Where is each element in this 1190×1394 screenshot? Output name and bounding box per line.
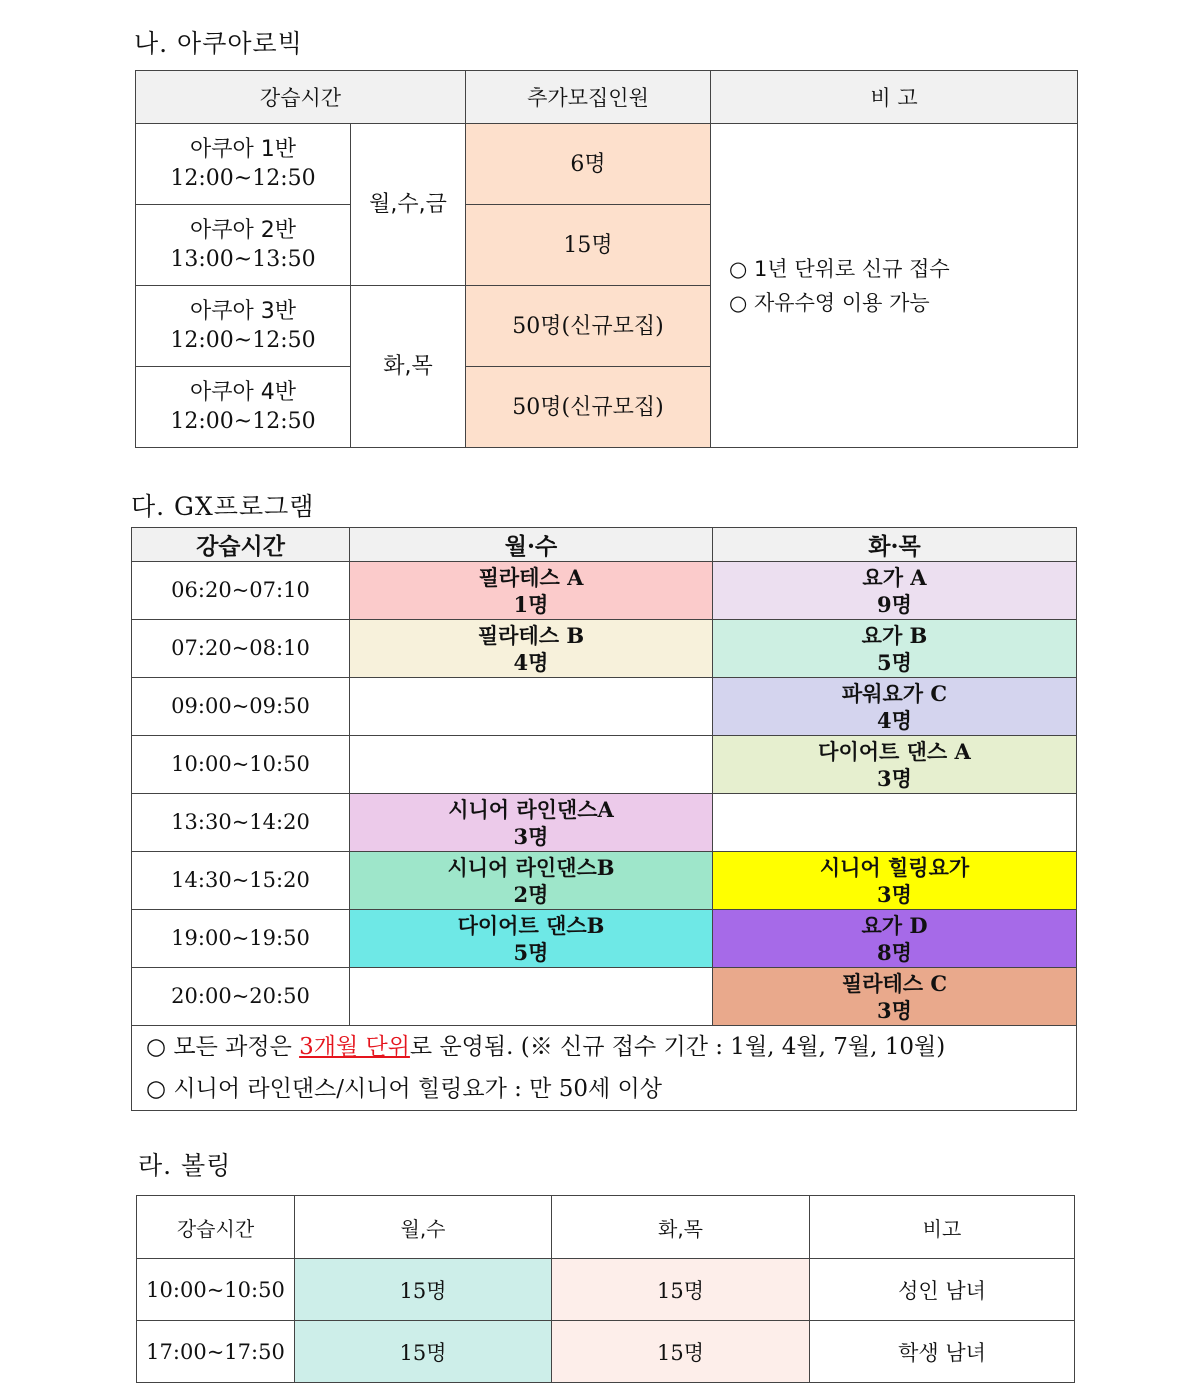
aqua-days-tt: 화,목 [351, 286, 466, 448]
gx-footnote-1-pre: ○ 모든 과정은 [146, 1034, 300, 1060]
aqua-note-item: ○ 자유수영 이용 가능 [729, 290, 930, 315]
gx-tt-cell [713, 736, 1077, 794]
table-row [132, 562, 1077, 620]
gx-mw-class: 시니어 라인댄스A [448, 796, 614, 822]
gx-mw-count: 4명 [513, 649, 549, 675]
gx-tt-count: 8명 [877, 939, 912, 965]
gx-tt-count: 5명 [877, 649, 912, 675]
gx-time: 13:30~14:20 [132, 794, 350, 852]
aqua-class-name: 아쿠아 4반 [190, 380, 296, 405]
gx-tt-cell [713, 562, 1077, 620]
aqua-class-name: 아쿠아 3반 [190, 299, 296, 324]
gx-mw-cell [350, 736, 713, 794]
gx-tt-class: 필라테스 C [841, 970, 948, 996]
gx-tt-cell [713, 968, 1077, 1026]
aqua-days-mwf: 월,수,금 [351, 124, 466, 286]
gx-time: 06:20~07:10 [132, 562, 350, 620]
aqua-class-cell [136, 124, 351, 205]
aqua-class-time: 12:00~12:50 [170, 166, 316, 191]
gx-mw-cell [350, 620, 713, 678]
gx-time: 09:00~09:50 [132, 678, 350, 736]
gx-tt-class: 시니어 힐링요가 [819, 854, 970, 880]
aqua-class-cell [136, 205, 351, 286]
bowling-heading: 라. 볼링 [138, 1151, 232, 1180]
gx-tt-cell [713, 678, 1077, 736]
gx-tt-class: 요가 D [861, 912, 928, 938]
gx-mw-class: 필라테스 B [477, 622, 585, 648]
gx-mw-count: 5명 [513, 939, 549, 965]
table-row [132, 852, 1077, 910]
bowling-table [136, 1195, 1075, 1383]
gx-tt-class: 다이어트 댄스 A [818, 738, 971, 764]
aqua-header-time: 강습시간 [136, 71, 466, 124]
gx-header-time: 강습시간 [132, 528, 350, 562]
bowling-header-time: 강습시간 [137, 1196, 295, 1259]
gx-header-tt: 화·목 [713, 528, 1077, 562]
gx-tt-cell [713, 620, 1077, 678]
aqua-class-time: 13:00~13:50 [170, 247, 316, 272]
bowling-time: 10:00~10:50 [137, 1259, 295, 1321]
bowling-note: 성인 남녀 [810, 1259, 1075, 1321]
aqua-note-item: ○ 1년 단위로 신규 접수 [729, 256, 950, 281]
aqua-header-notes: 비 고 [711, 71, 1078, 124]
bowling-tt-count: 15명 [552, 1321, 810, 1383]
aqua-class-cell [136, 367, 351, 448]
gx-time: 07:20~08:10 [132, 620, 350, 678]
gx-footnote-2: ○ 시니어 라인댄스/시니어 힐링요가 : 만 50세 이상 [146, 1076, 662, 1102]
aqua-count: 6명 [466, 124, 711, 205]
aqua-heading: 나. 아쿠아로빅 [134, 29, 303, 58]
bowling-header-tt: 화,목 [552, 1196, 810, 1259]
table-row [137, 1321, 1075, 1383]
table-row [132, 678, 1077, 736]
aqua-count: 50명(신규모집) [466, 367, 711, 448]
aqua-count: 50명(신규모집) [466, 286, 711, 367]
gx-tt-cell [713, 794, 1077, 852]
gx-mw-count: 3명 [513, 823, 549, 849]
gx-heading: 다. GX프로그램 [131, 492, 315, 521]
gx-mw-cell [350, 910, 713, 968]
gx-tt-count: 9명 [877, 591, 912, 617]
gx-mw-class: 필라테스 A [478, 564, 584, 590]
gx-time: 20:00~20:50 [132, 968, 350, 1026]
bowling-time: 17:00~17:50 [137, 1321, 295, 1383]
gx-mw-class: 다이어트 댄스B [457, 912, 605, 938]
gx-time: 10:00~10:50 [132, 736, 350, 794]
gx-time: 19:00~19:50 [132, 910, 350, 968]
gx-tt-class: 파워요가 C [841, 680, 948, 706]
gx-tt-count: 4명 [877, 707, 912, 733]
gx-tt-count: 3명 [877, 997, 912, 1023]
aqua-class-time: 12:00~12:50 [170, 409, 316, 434]
bowling-header-mw: 월,수 [295, 1196, 552, 1259]
bowling-mw-count: 15명 [295, 1321, 552, 1383]
aqua-class-cell [136, 286, 351, 367]
table-row [137, 1259, 1075, 1321]
gx-mw-count: 1명 [513, 591, 549, 617]
aqua-class-time: 12:00~12:50 [170, 328, 316, 353]
table-row [132, 620, 1077, 678]
gx-tt-class: 요가 B [861, 622, 928, 648]
gx-time: 14:30~15:20 [132, 852, 350, 910]
aqua-notes [711, 124, 1078, 448]
aqua-class-name: 아쿠아 2반 [190, 218, 296, 243]
gx-footnote-1-highlight: 3개월 단위 [299, 1034, 410, 1060]
gx-tt-count: 3명 [877, 881, 912, 907]
aqua-header-count: 추가모집인원 [466, 71, 711, 124]
gx-mw-count: 2명 [513, 881, 549, 907]
gx-table [131, 527, 1077, 1111]
gx-tt-count: 3명 [877, 765, 912, 791]
gx-mw-cell [350, 794, 713, 852]
gx-tt-class: 요가 A [862, 564, 927, 590]
table-row [132, 910, 1077, 968]
aqua-table [135, 70, 1078, 448]
gx-tt-cell [713, 852, 1077, 910]
gx-mw-class: 시니어 라인댄스B [447, 854, 615, 880]
gx-mw-cell [350, 678, 713, 736]
gx-mw-cell [350, 852, 713, 910]
table-row [132, 736, 1077, 794]
aqua-class-name: 아쿠아 1반 [190, 137, 296, 162]
gx-mw-cell [350, 968, 713, 1026]
bowling-mw-count: 15명 [295, 1259, 552, 1321]
gx-footnote-1 [146, 1026, 1076, 1068]
gx-footnote-1-post: 로 운영됨. (※ 신규 접수 기간 : 1월, 4월, 7월, 10월) [409, 1034, 946, 1060]
gx-header-mw: 월·수 [350, 528, 713, 562]
aqua-count: 15명 [466, 205, 711, 286]
table-row [132, 794, 1077, 852]
bowling-header-note: 비고 [810, 1196, 1075, 1259]
gx-mw-cell [350, 562, 713, 620]
gx-footnotes [132, 1026, 1077, 1111]
bowling-note: 학생 남녀 [810, 1321, 1075, 1383]
table-row [132, 968, 1077, 1026]
bowling-tt-count: 15명 [552, 1259, 810, 1321]
gx-tt-cell [713, 910, 1077, 968]
